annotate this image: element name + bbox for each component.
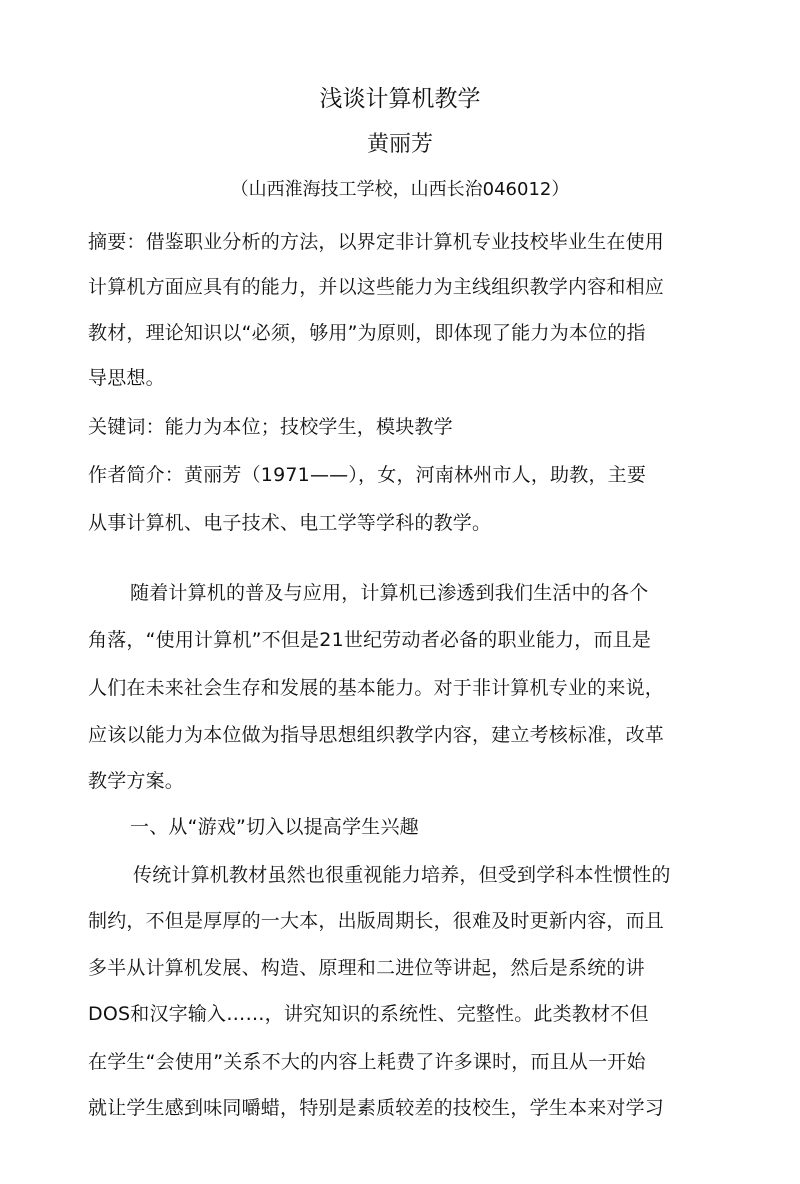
abstract-line: 导思想。 (88, 367, 165, 389)
body-line: 传统计算机教材虽然也很重视能力培养，但受到学科本性惯性的 (133, 864, 671, 886)
intro-line: 教学方案。 (88, 770, 185, 792)
keywords-line: 关键词：能力为本位；技校学生，模块教学 (88, 416, 453, 438)
section-heading: 一、从“游戏”切入以提高学生兴趣 (130, 816, 419, 838)
abstract-line: 教材，理论知识以“必须，够用”为原则，即体现了能力为本位的指 (88, 322, 646, 344)
body-line: 在学生“会使用”关系不大的内容上耗费了许多课时，而且从一开始 (88, 1051, 646, 1073)
intro-line: 随着计算机的普及与应用，计算机已渗透到我们生活中的各个 (130, 582, 649, 604)
abstract-line: 摘要：借鉴职业分析的方法，以界定非计算机专业技校毕业生在使用 (88, 231, 665, 253)
bio-line: 从事计算机、电子技术、电工学等学科的教学。 (88, 512, 492, 534)
intro-line: 应该以能力为本位做为指导思想组织教学内容，建立考核标准，改革 (88, 724, 665, 746)
bio-line: 作者简介：黄丽芳（1971——），女，河南林州市人，助教，主要 (88, 464, 647, 486)
intro-line: 角落，“使用计算机”不但是21世纪劳动者必备的职业能力，而且是 (88, 629, 652, 651)
body-line: 制约，不但是厚厚的一大本，出版周期长，很难及时更新内容，而且 (88, 910, 665, 932)
author-affiliation: （山西淮海技工学校，山西长治046012） (230, 179, 570, 200)
body-line: 多半从计算机发展、构造、原理和二进位等讲起，然后是系统的讲 (88, 957, 645, 979)
abstract-line: 计算机方面应具有的能力，并以这些能力为主线组织教学内容和相应 (88, 276, 665, 298)
author-name: 黄丽芳 (366, 132, 433, 157)
intro-line: 人们在未来社会生存和发展的基本能力。对于非计算机专业的来说， (88, 677, 665, 699)
body-line: DOS和汉字输入……，讲究知识的系统性、完整性。此类教材不但 (88, 1003, 649, 1025)
document-title: 浅谈计算机教学 (319, 86, 481, 112)
body-line: 就让学生感到味同嚼蜡，特别是素质较差的技校生，学生本来对学习 (88, 1097, 665, 1119)
